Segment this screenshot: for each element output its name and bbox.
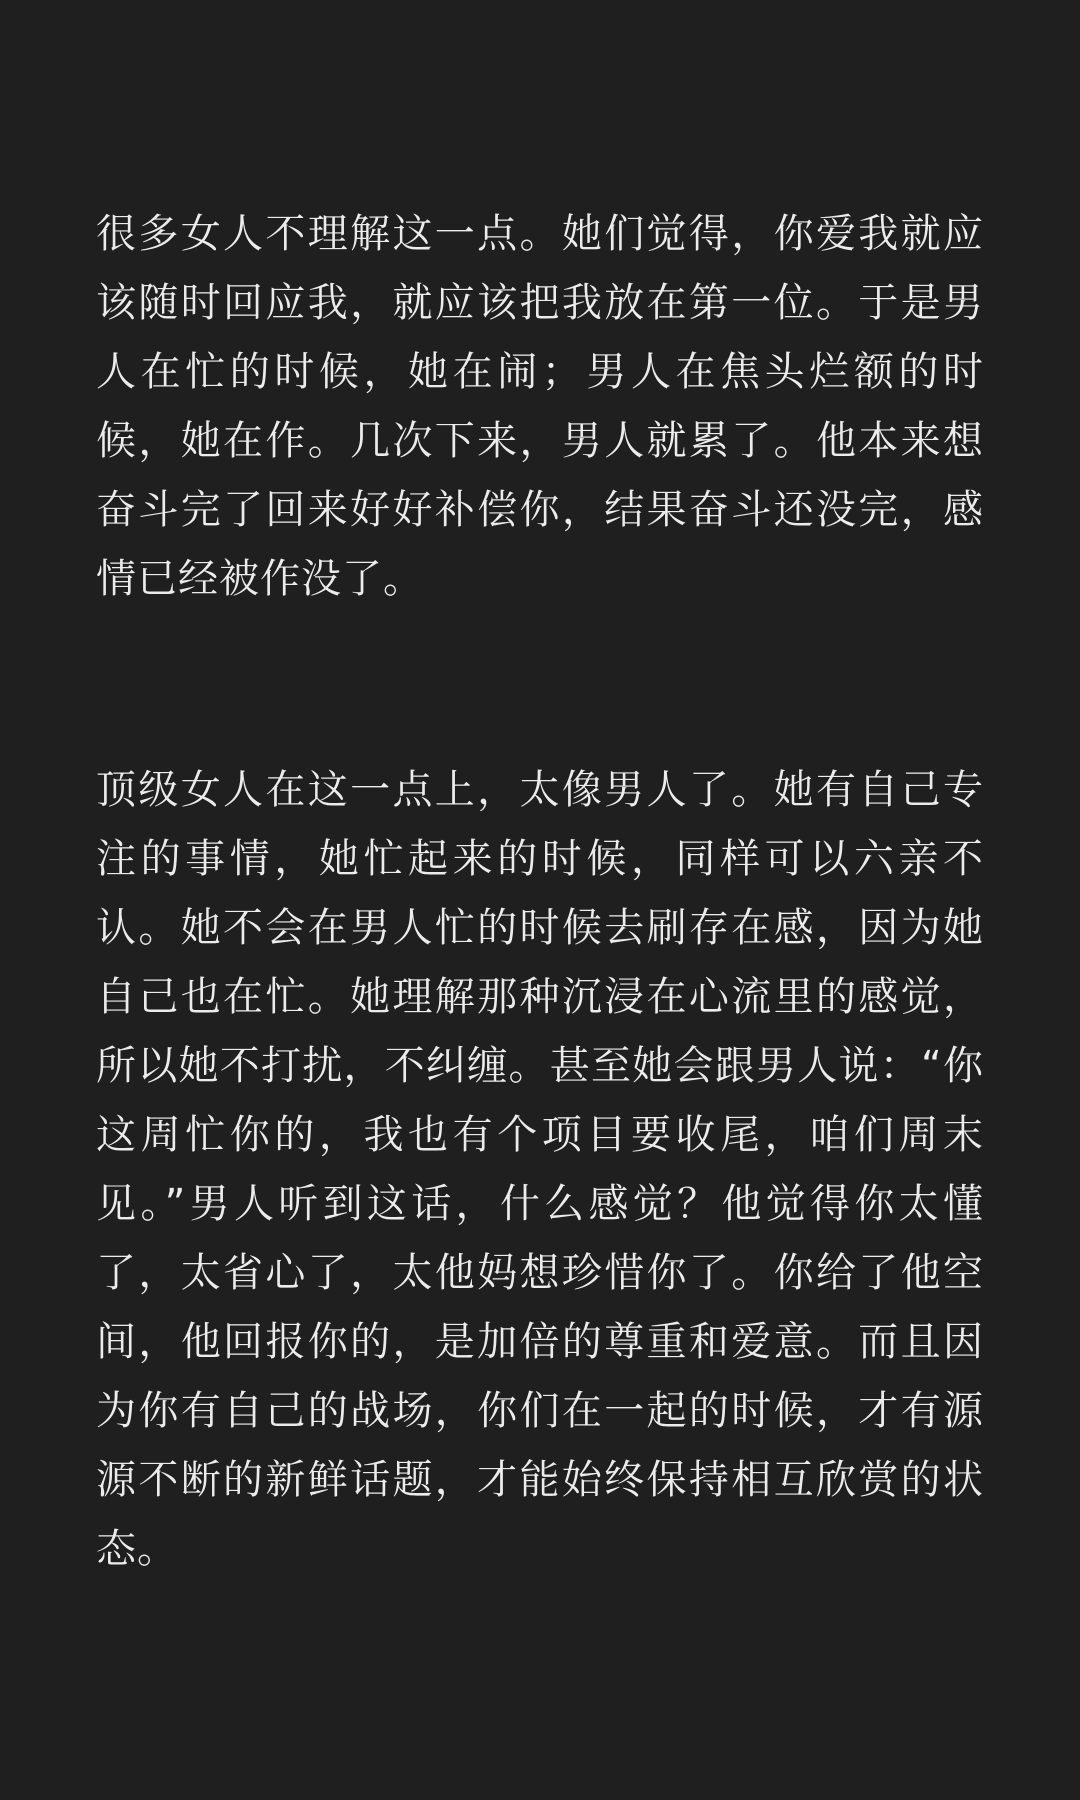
paragraph-2: 顶级女人在这一点上，太像男人了。她有自己专注的事情，她忙起来的时候，同样可以六亲不认。她不会在男人忙的时候去刷存在感，因为她自己也在忙。她理解那种沉浸在心流里的感觉，所以她不打扰，不纠缠。甚至她会跟男人说：“你这周忙你的，我也有个项目要收尾，咱们周末见。”男人听到这话，什么感觉？他觉得你太懂了，太省心了，太他妈想珍惜你了。你给了他空间，他回报你的，是加倍的尊重和爱意。而且因为你有自己的战场，你们在一起的时候，才有源源不断的新鲜话题，才能始终保持相互欣赏的状态。 <box>96 767 984 1572</box>
article-body <box>96 200 984 1584</box>
paragraph-1: 很多女人不理解这一点。她们觉得，你爱我就应该随时回应我，就应该把我放在第一位。于是男人在忙的时候，她在闹；男人在焦头烂额的时候，她在作。几次下来，男人就累了。他本来想奋斗完了回来好好补偿你，结果奋斗还没完，感情已经被作没了。 <box>96 211 984 602</box>
